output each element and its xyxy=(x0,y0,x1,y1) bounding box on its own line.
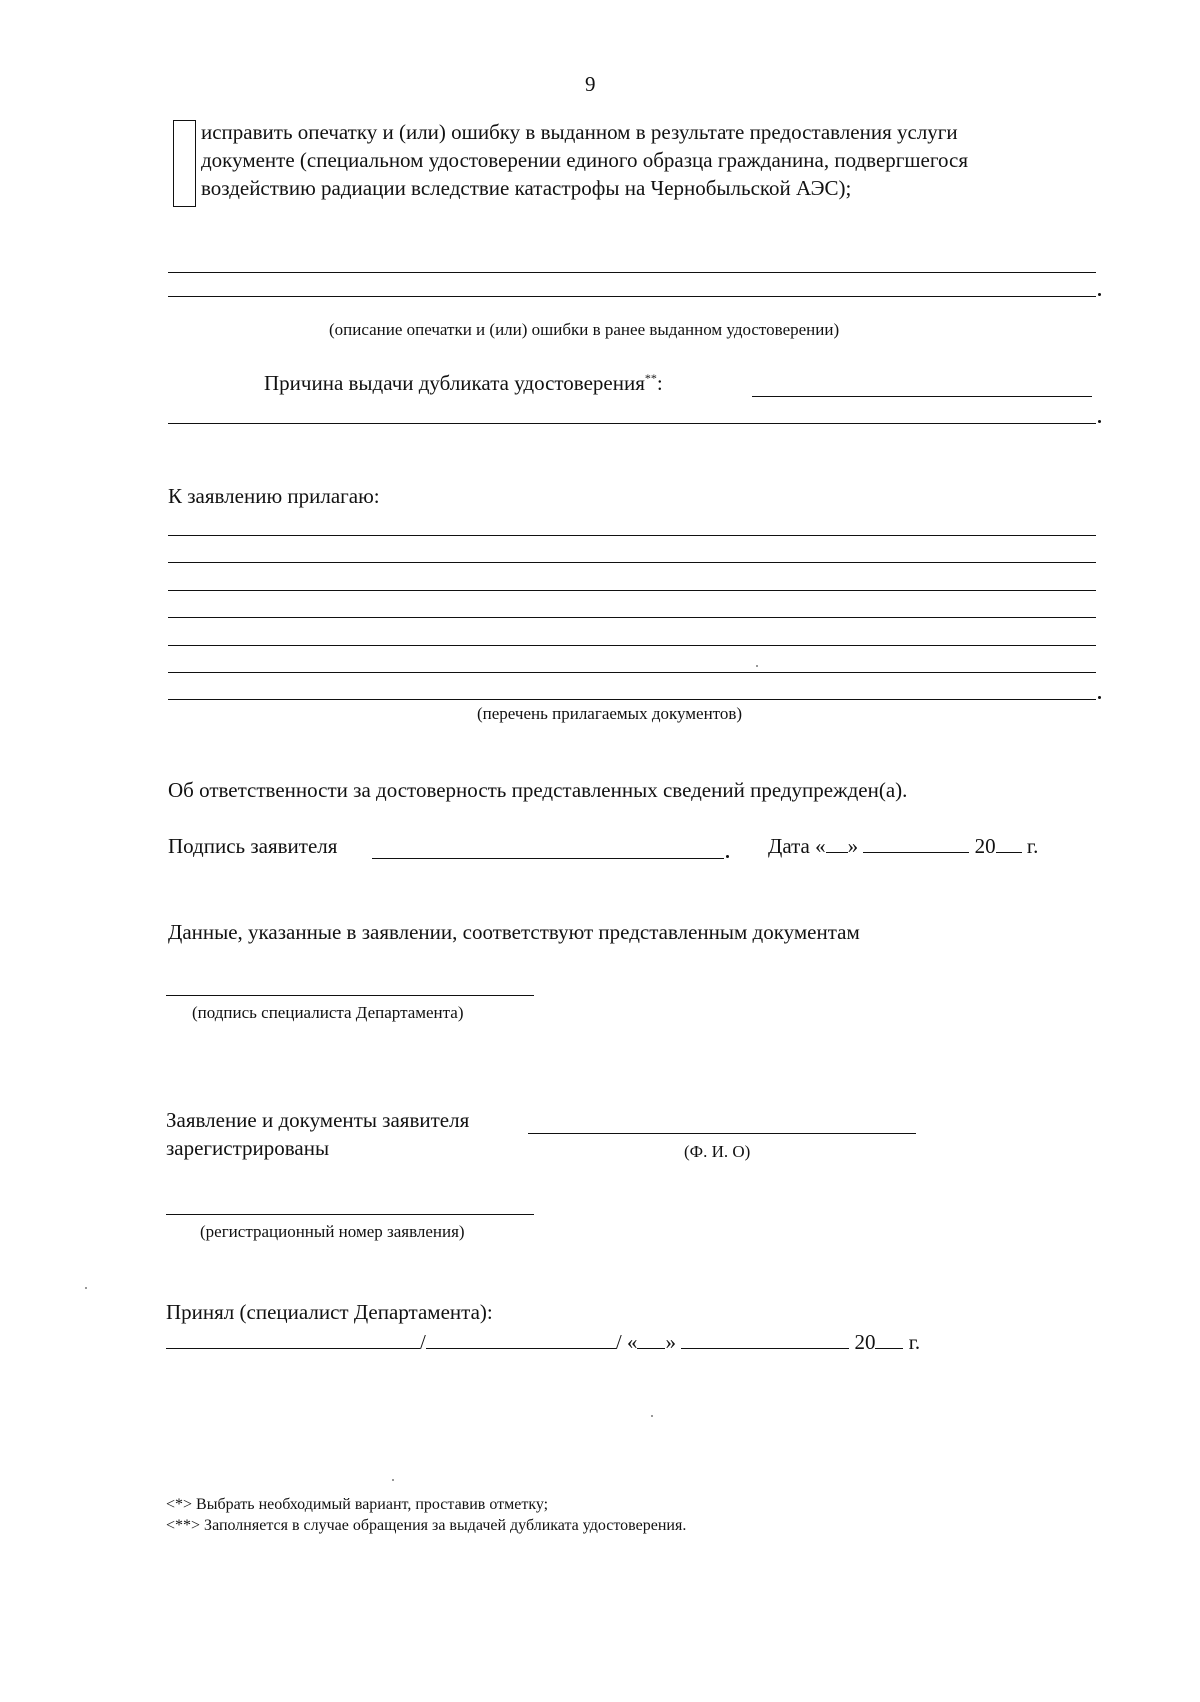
scan-speck xyxy=(756,665,758,667)
accepted-year-blank[interactable] xyxy=(875,1330,903,1349)
line-end-dot xyxy=(1098,420,1101,423)
applicant-signature-label: Подпись заявителя xyxy=(168,834,338,858)
registration-fio-line[interactable] xyxy=(528,1133,916,1134)
date-year-blank[interactable] xyxy=(996,834,1022,853)
duplicate-reason-line-2[interactable] xyxy=(168,423,1096,424)
line-end-dot xyxy=(1098,293,1101,296)
page-number: 9 xyxy=(585,72,596,96)
scan-speck xyxy=(85,1287,87,1289)
error-description-line-2[interactable] xyxy=(168,296,1096,297)
attachments-line-4[interactable] xyxy=(168,617,1096,618)
option-text-line-3: воздействию радиации вследствие катастрофы на Чернобыльской АЭС); xyxy=(201,176,852,200)
attachments-line-7[interactable] xyxy=(168,699,1096,700)
date-day-blank[interactable] xyxy=(826,834,848,853)
specialist-signature-line[interactable] xyxy=(166,995,534,996)
fio-caption: (Ф. И. О) xyxy=(684,1142,751,1161)
attachments-caption: (перечень прилагаемых документов) xyxy=(477,704,743,723)
responsibility-text: Об ответственности за достоверность представленных сведений предупрежден(а). xyxy=(168,778,908,802)
accepted-signature-blank[interactable] xyxy=(166,1330,420,1349)
attachments-label: К заявлению прилагаю: xyxy=(168,484,380,508)
attachments-line-2[interactable] xyxy=(168,562,1096,563)
accepted-name-blank[interactable] xyxy=(426,1330,616,1349)
duplicate-reason-label: Причина выдачи дубликата удостоверения**: xyxy=(264,371,663,395)
error-description-line-1[interactable] xyxy=(168,272,1096,273)
line-end-dot xyxy=(726,855,729,858)
registration-number-line[interactable] xyxy=(166,1214,534,1215)
duplicate-reason-line[interactable] xyxy=(752,396,1092,397)
data-match-text: Данные, указанные в заявлении, соответствуют представленным документам xyxy=(168,920,860,944)
line-end-dot xyxy=(1098,696,1101,699)
attachments-line-1[interactable] xyxy=(168,535,1096,536)
applicant-signature-line[interactable] xyxy=(372,858,724,859)
attachments-line-5[interactable] xyxy=(168,645,1096,646)
registration-text-line-2: зарегистрированы xyxy=(166,1136,330,1160)
error-description-caption: (описание опечатки и (или) ошибки в ранее выданном удостоверении) xyxy=(329,320,840,339)
scan-speck xyxy=(651,1415,653,1417)
attachments-line-6[interactable] xyxy=(168,672,1096,673)
option-text-line-1: исправить опечатку и (или) ошибку в выданном в результате предоставления услуги xyxy=(201,120,958,144)
accepted-label: Принял (специалист Департамента): xyxy=(166,1300,493,1324)
footnote-2: <**> Заполняется в случае обращения за выдачей дубликата удостоверения. xyxy=(166,1517,687,1534)
registration-text-line-1: Заявление и документы заявителя xyxy=(166,1108,470,1132)
date-month-blank[interactable] xyxy=(863,834,969,853)
footnote-1: <*> Выбрать необходимый вариант, проставив отметку; xyxy=(166,1496,549,1513)
accepted-field: / / « » 20 г. xyxy=(166,1330,920,1355)
accepted-month-blank[interactable] xyxy=(681,1330,849,1349)
option-text-line-2: документе (специальном удостоверении единого образца гражданина, подвергшегося xyxy=(201,148,968,172)
attachments-line-3[interactable] xyxy=(168,590,1096,591)
date-field: Дата « » 20 г. xyxy=(768,834,1039,858)
registration-number-caption: (регистрационный номер заявления) xyxy=(200,1222,465,1241)
specialist-signature-caption: (подпись специалиста Департамента) xyxy=(192,1003,464,1022)
accepted-day-blank[interactable] xyxy=(637,1330,665,1349)
scan-speck xyxy=(392,1479,394,1481)
footnote-mark: ** xyxy=(644,371,657,385)
option-checkbox[interactable] xyxy=(173,120,196,207)
